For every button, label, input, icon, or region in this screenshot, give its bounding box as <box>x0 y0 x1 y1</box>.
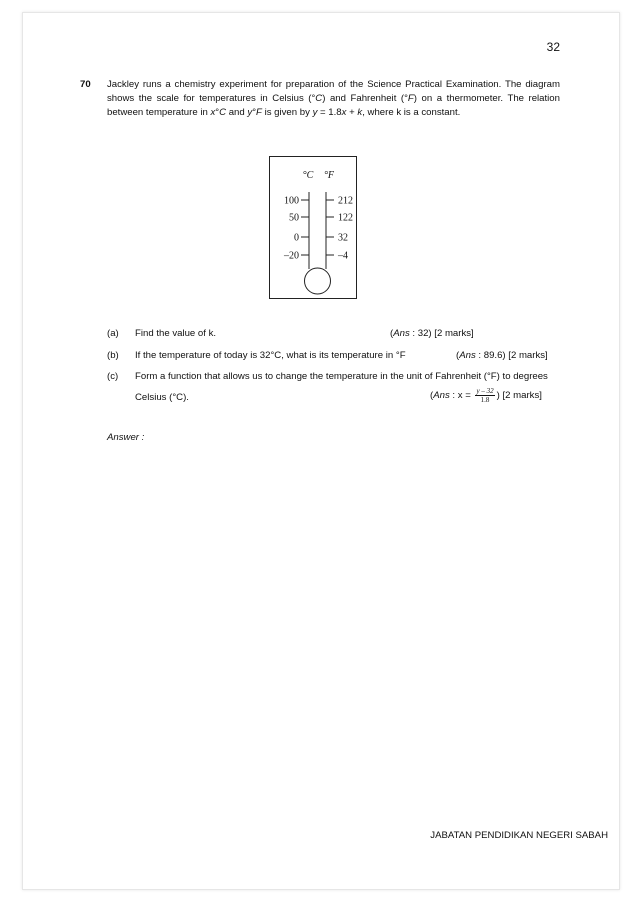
fahrenheit-label-122: 122 <box>338 212 353 224</box>
fahrenheit-label-212: 212 <box>338 195 353 207</box>
page-frame <box>22 12 620 890</box>
celsius-label-100: 100 <box>284 195 299 207</box>
part-b-label: (b) <box>107 350 119 361</box>
part-a-label: (a) <box>107 328 119 339</box>
part-c-fraction: $\frac{y - 32}{1.8}$ <box>476 387 494 404</box>
answer-label: Answer : <box>107 432 145 443</box>
celsius-label-50: 50 <box>289 212 299 224</box>
part-a-text: Find the value of k. <box>135 328 217 339</box>
question-line-1: Jackley runs a chemistry experiment for preparation of the Science Practical Examination. The diagram <box>107 79 560 90</box>
fahrenheit-unit-label: °F <box>323 170 335 181</box>
thermometer-svg <box>270 157 358 300</box>
thermometer-bulb <box>305 268 331 294</box>
footer-text: JABATAN PENDIDIKAN NEGERI SABAH <box>430 830 608 841</box>
question-line-2: shows the scale for temperatures in Celsius (°C) and Fahrenheit (°F) on a thermometer. The relation <box>107 93 560 104</box>
part-c-text-line2: Celsius (°C). <box>135 392 189 403</box>
part-c-label: (c) <box>107 371 119 382</box>
question-line-3: between temperature in x°C and y°F is given by y = 1.8x + k, where k is a constant. <box>107 107 461 118</box>
celsius-label-neg20: –20 <box>284 250 299 262</box>
part-c-text: Form a function that allows us to change the temperature in the unit of Fahrenheit (°F) to degrees <box>135 371 548 382</box>
celsius-label-0: 0 <box>294 232 299 244</box>
part-a-answer: (Ans : 32) [2 marks] <box>390 328 474 339</box>
part-c-answer: (Ans : x = $\frac{y - 32}{1.8}$ ) [2 marks] <box>430 387 542 404</box>
thermometer-diagram <box>269 156 357 299</box>
page-number: 32 <box>546 40 560 54</box>
fahrenheit-label-32: 32 <box>338 232 348 244</box>
question-number: 70 <box>80 79 91 90</box>
part-b-answer: (Ans : 89.6) [2 marks] <box>456 350 548 361</box>
part-b-text: If the temperature of today is 32°C, what is its temperature in °F <box>135 350 406 361</box>
question-text <box>107 78 560 120</box>
celsius-unit-label: °C <box>302 170 314 181</box>
fahrenheit-label-neg4: –4 <box>338 250 348 262</box>
